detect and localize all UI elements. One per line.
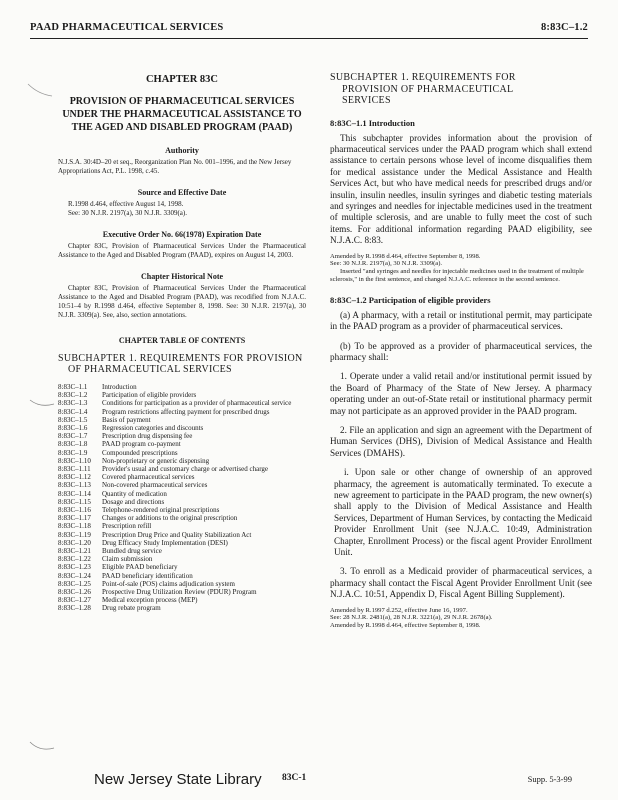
toc-entry-title: Changes or additions to the original prescription — [102, 514, 238, 523]
subchapter-line3: SERVICES — [342, 95, 391, 106]
section-2-b: (b) To be approved as a provider of pharmaceutical services, the pharmacy shall: — [330, 340, 592, 362]
toc-entry — [58, 563, 306, 571]
toc-entry — [58, 391, 306, 399]
toc-entry-title: Drug Efficacy Study Implementation (DESI) — [102, 538, 228, 547]
toc-entry-number: 8:83C–1.17 — [58, 514, 91, 523]
section-2-note-2: See: 28 N.J.R. 2481(a), 28 N.J.R. 3221(a), 29 N.J.R. 2678(a). — [330, 614, 493, 622]
toc-entry-number: 8:83C–1.13 — [58, 481, 91, 490]
toc-entry — [58, 531, 306, 539]
toc-entry-title: Prescription drug dispensing fee — [102, 432, 193, 441]
toc-entry-number: 8:83C–1.11 — [58, 465, 91, 474]
toc-entry-title: Covered pharmaceutical services — [102, 473, 195, 482]
toc-entry-title: Conditions for participation as a provider of pharmaceutical service — [102, 399, 292, 408]
toc-entry — [58, 473, 306, 481]
toc-entry-title: Non-proprietary or generic dispensing — [102, 456, 210, 465]
toc-entry — [58, 408, 306, 416]
toc-entry-title: Compounded prescriptions — [102, 448, 178, 457]
toc-entry — [58, 399, 306, 407]
toc-entry-title: Introduction — [102, 383, 137, 391]
header-right: 8:83C–1.2 — [540, 22, 588, 33]
toc-entry-number: 8:83C–1.27 — [58, 596, 91, 605]
toc-entry-title: Medical exception process (MEP) — [102, 596, 198, 605]
header-left: PAAD PHARMACEUTICAL SERVICES — [30, 22, 224, 33]
toc-entry — [58, 514, 306, 522]
toc-entry-number: 8:83C–1.15 — [58, 497, 91, 506]
toc-subchapter-line2: OF PHARMACEUTICAL SERVICES — [68, 364, 232, 375]
toc-entry-title: Non-covered pharmaceutical services — [102, 481, 208, 490]
toc-entry — [58, 547, 306, 555]
toc-entry-number: 8:83C–1.23 — [58, 563, 91, 572]
section-1-note-3: Inserted "and syringes and needles for injectable medicines used in the treatment of multiple sclerosis," in the first sentence, and changed N.J.A.C. reference in the second sentence. — [330, 268, 584, 283]
toc-entry-number: 8:83C–1.7 — [58, 432, 88, 441]
toc-entry — [58, 522, 306, 530]
toc-entry — [58, 449, 306, 457]
section-2-b1: 1. Operate under a valid retail and/or institutional permit issued by the Board of Pharmacy of the State of New Jersey. A pharmacy operating under an out-of-State retail or institutional pharmacy permit may not participate as an approved provider in the PAAD program. — [330, 371, 592, 416]
toc-entry-number: 8:83C–1.4 — [58, 407, 88, 416]
toc-entry-title: Prescription Drug Price and Quality Stabilization Act — [102, 530, 252, 539]
toc-entry-title: Drug rebate program — [102, 604, 161, 613]
toc-entry-number: 8:83C–1.6 — [58, 424, 88, 433]
toc-entry-number: 8:83C–1.12 — [58, 473, 91, 482]
toc-entry — [58, 424, 306, 432]
source-text-1: R.1998 d.464, effective August 14, 1998. — [68, 200, 184, 208]
toc-entry-title: Regression categories and discounts — [102, 424, 204, 433]
toc-entry-number: 8:83C–1.5 — [58, 415, 88, 424]
toc-entry — [58, 498, 306, 506]
toc-entry-number: 8:83C–1.3 — [58, 399, 88, 408]
section-2-b2: 2. File an application and sign an agreement with the Department of Human Services (DHS), Division of Medical Assistance and Health Services (DMAHS). — [330, 425, 592, 458]
toc-entry-number: 8:83C–1.19 — [58, 530, 91, 539]
toc-entry — [58, 596, 306, 604]
toc-entry — [58, 580, 306, 588]
toc-entry-number: 8:83C–1.24 — [58, 571, 91, 580]
toc-entry-number: 8:83C–1.16 — [58, 506, 91, 515]
toc-entry — [58, 539, 306, 547]
toc-entry-number: 8:83C–1.10 — [58, 456, 91, 465]
margin-mark-icon — [28, 740, 58, 754]
toc-entry-number: 8:83C–1.20 — [58, 538, 91, 547]
subchapter-line2: PROVISION OF PHARMACEUTICAL — [342, 83, 514, 95]
authority-heading: Authority — [165, 146, 199, 155]
toc-entry-title: Eligible PAAD beneficiary — [102, 563, 178, 572]
supplement-date: Supp. 5-3-99 — [527, 774, 572, 784]
running-header — [30, 22, 588, 33]
source-text-2: See: 30 N.J.R. 2197(a), 30 N.J.R. 3309(a). — [68, 209, 187, 217]
toc-entry-number: 8:83C–1.2 — [58, 391, 88, 400]
authority-text: N.J.S.A. 30:4D–20 et seq., Reorganization Plan No. 001–1996, and the New Jersey Appropriations Act, P.L. 1998, c.45. — [58, 158, 292, 175]
section-2-note-1: Amended by R.1997 d.252, effective June 16, 1997. — [330, 606, 468, 614]
section-2-note-3: Amended by R.1998 d.464, effective September 8, 1998. — [330, 622, 481, 630]
toc-entry-title: Program restrictions affecting payment for prescribed drugs — [102, 407, 270, 416]
toc-entry-title: PAAD beneficiary identification — [102, 571, 193, 580]
section-2-b3: 3. To enroll as a Medicaid provider of pharmaceutical services, a pharmacy shall contact the Fiscal Agent Provider Enrollment Unit (see N.J.A.C. 10:51, Appendix D, Fiscal Agent Billing Supplement). — [330, 566, 592, 600]
left-column — [58, 60, 306, 613]
toc-entry-title: Basis of payment — [102, 415, 151, 424]
toc-entry — [58, 383, 306, 391]
toc-entry-number: 8:83C–1.8 — [58, 440, 88, 449]
toc-entry-number: 8:83C–1.26 — [58, 588, 91, 597]
toc-entry-title: PAAD program co-payment — [102, 440, 181, 449]
toc-entry-title: Participation of eligible providers — [102, 391, 197, 400]
section-1-note-2: See: 30 N.J.R. 2197(a), 30 N.J.R. 3309(a). — [330, 260, 443, 268]
toc-entry — [58, 588, 306, 596]
header-rule — [30, 38, 588, 39]
toc-entry-number: 8:83C–1.21 — [58, 547, 91, 556]
toc-entry — [58, 416, 306, 424]
toc-entry-title: Telephone-rendered original prescriptions — [102, 506, 220, 515]
toc-entry-title: Quantity of medication — [102, 489, 167, 498]
toc-entry-number: 8:83C–1.18 — [58, 522, 91, 531]
toc-entry — [58, 490, 306, 498]
toc-entry-title: Bundled drug service — [102, 547, 162, 556]
toc-entry — [58, 465, 306, 473]
toc-entry — [58, 572, 306, 580]
history-text: Chapter 83C, Provision of Pharmaceutical Services Under the Pharmaceutical Assistance to the Aged and Disabled Program (PAAD), was recodified from N.J.A.C. 10:51–4 by R.1998 d.464, effective September 8, 1998. See: 30 N.J.R. 2197(a), 30 N.J.R. 3309(a). See, also, section annotations. — [58, 284, 306, 319]
toc-heading: CHAPTER TABLE OF CONTENTS — [118, 336, 246, 345]
chapter-title: CHAPTER 83C — [145, 74, 219, 85]
chapter-heading: PROVISION OF PHARMACEUTICAL SERVICES UNDER THE PHARMACEUTICAL ASSISTANCE TO THE AGED AND DISABLED PROGRAM (PAAD) — [62, 96, 302, 133]
section-2-a: (a) A pharmacy, with a retail or institutional permit, may participate in the PAAD program as a provider of pharmaceutical services. — [330, 309, 592, 332]
toc-entry-title: Provider's usual and customary charge or advertised charge — [102, 465, 269, 474]
toc-entry-number: 8:83C–1.22 — [58, 555, 91, 564]
margin-mark-icon — [28, 398, 58, 410]
subchapter-line1: SUBCHAPTER 1. REQUIREMENTS FOR — [330, 72, 516, 83]
toc-entry-number: 8:83C–1.1 — [58, 383, 88, 391]
toc-entry — [58, 506, 306, 514]
toc-entry-number: 8:83C–1.9 — [58, 448, 88, 457]
toc-entry-number: 8:83C–1.14 — [58, 489, 91, 498]
table-of-contents — [58, 383, 306, 613]
toc-entry-title: Point-of-sale (POS) claims adjudication system — [102, 579, 235, 588]
toc-subchapter-line1: SUBCHAPTER 1. REQUIREMENTS FOR PROVISION — [58, 353, 303, 364]
toc-entry — [58, 481, 306, 489]
section-1-heading: 8:83C–1.1 Introduction — [330, 117, 415, 128]
toc-entry-title: Prescription refill — [102, 522, 152, 531]
section-1-body: This subchapter provides information about the provision of pharmaceutical services under the PAAD program which shall extend assistance to certain persons whose level of income disqualifies them for medical assistance under the Medical Assistance and Health Services Act, but who have medical needs for prescribed drugs and/or insulin, insulin needles, insulin syringes and diabetic testing materials and syringes and needles for injectable medicines used in the treatment of multiple sclerosis, and are unable to fully meet the cost of such items. For additional information regarding PAAD eligibility, see N.J.A.C. 8:83. — [330, 132, 592, 246]
history-heading: Chapter Historical Note — [140, 272, 224, 281]
toc-entry-number: 8:83C–1.25 — [58, 579, 91, 588]
toc-entry — [58, 432, 306, 440]
library-stamp: New Jersey State Library — [94, 771, 262, 788]
section-1-note-1: Amended by R.1998 d.464, effective September 8, 1998. — [330, 252, 481, 260]
toc-entry — [58, 440, 306, 448]
margin-mark-icon — [26, 80, 56, 100]
toc-entry — [58, 604, 306, 612]
toc-entry-number: 8:83C–1.28 — [58, 604, 91, 613]
page-number: 83C-1 — [282, 773, 307, 783]
toc-entry — [58, 555, 306, 563]
toc-entry-title: Claim submission — [102, 555, 153, 564]
section-2-b2i: i. Upon sale or other change of ownership of an approved pharmacy, the agreement is automatically terminated. To execute a new agreement to participate in the PAAD program, the new owner(s) shall apply to the Division of Medical Assistance and Health Services, Department of Human Services, by contacting the Medicaid Provider Enrollment Unit (see N.J.A.C. 10:49, Administration Chapter, Enrollment Process) or the fiscal agent Provider Enrollment Unit. — [334, 467, 592, 558]
toc-entry — [58, 457, 306, 465]
toc-entry-title: Dosage and directions — [102, 497, 165, 506]
exec-order-text: Chapter 83C, Provision of Pharmaceutical Services Under the Pharmaceutical Assistance to the Aged and Disabled Program (PAAD), expires on August 14, 2003. — [58, 242, 306, 259]
source-heading: Source and Effective Date — [137, 188, 227, 197]
right-column — [330, 72, 592, 630]
exec-order-heading: Executive Order No. 66(1978) Expiration Date — [102, 230, 262, 239]
toc-entry-title: Prospective Drug Utilization Review (PDUR) Program — [102, 588, 257, 597]
section-2-heading: 8:83C–1.2 Participation of eligible providers — [330, 294, 491, 305]
